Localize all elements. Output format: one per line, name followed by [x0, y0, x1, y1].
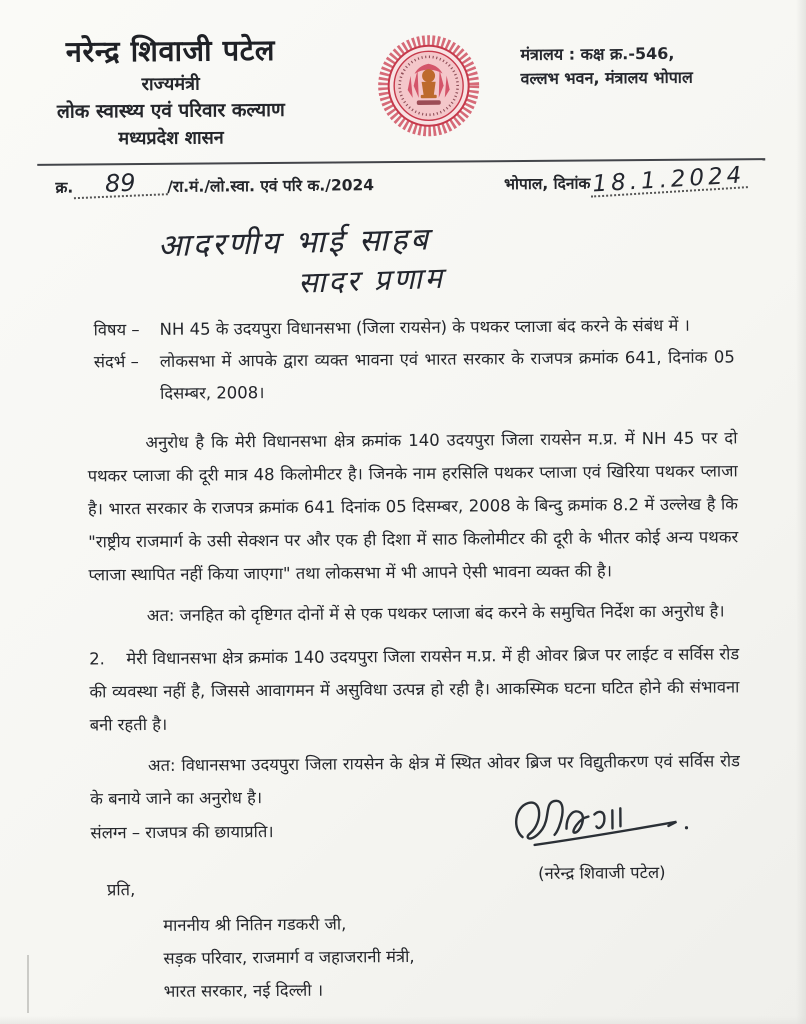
- body-paragraph-4: अत: विधानसभा उदयपुरा जिला रायसेन के क्षेत्र में स्थित ओवर ब्रिज पर विद्युतीकरण एवं सर्विस रोड के बनाये जाने का अनुरोध है।: [90, 751, 741, 809]
- recipient-line: भारत सरकार, नई दिल्ली ।: [163, 980, 324, 1001]
- reference-number-handwritten: 89: [73, 172, 168, 200]
- letterhead-sender-block: [36, 31, 305, 152]
- date-handwritten: 18.1.2024: [591, 162, 746, 198]
- letterhead: [0, 0, 803, 153]
- reference-suffix: /रा.मं./लो.स्वा. एवं परि क./2024: [167, 176, 375, 196]
- office-address-line2: वल्लभ भवन, मंत्रालय भोपाल: [520, 67, 693, 89]
- mp-government-emblem-icon: [374, 31, 483, 140]
- subject-text: NH 45 के उदयपुरा विधानसभा (जिला रायसेन) के पथकर प्लाजा बंद करने के संबंध में ।: [159, 315, 690, 339]
- office-address-line1: मंत्रालय : कक्ष क्र.-546,: [520, 43, 675, 65]
- scan-edge-shadow: [0, 1016, 806, 1024]
- recipient-label: प्रति,: [106, 880, 136, 900]
- reference-prefix: क्र.: [55, 178, 74, 197]
- sender-government: मध्यप्रदेश शासन: [118, 127, 224, 150]
- context-text: लोकसभा में आपके द्वारा व्यक्त भावना एवं भारत सरकार के राजपत्र क्रमांक 641, दिनांक 05 दिसम्बर, 2008।: [159, 347, 735, 404]
- context-label: संदर्भ –: [93, 352, 139, 372]
- recipient-line: सड़क परिवार, राजमार्ग व जहाजरानी मंत्री,: [163, 947, 415, 968]
- body-paragraph-2: अत: जनहित को दृष्टिगत दोनों में से एक पथकर प्लाजा बंद करने के समुचित निर्देश का अनुरोध है।: [146, 601, 725, 626]
- context-row: [0, 341, 805, 412]
- recipient-block: [107, 876, 415, 1009]
- body-paragraph-1: अनुरोध है कि मेरी विधानसभा क्षेत्र क्रमांक 140 उदयपुरा जिला रायसेन म.प्र. में NH 45 पर दो पथकर प्लाजा की दूरी मात्र 48 किलोमीटर है। जिनके नाम हरसिलि पथकर प्लाजा एवं खिरिया पथकर प्लाजा है। भारत सरकार के राजपत्र क्रमांक 641 दिनांक 05 दिसम्बर, 2008 के बिन्दु क्रमांक 8.2 में उल्लेख है कि "राष्ट्रीय राजमार्ग के उसी सेक्शन पर और एक ही दिशा में साठ किलोमीटर की दूरी के भीतर कोई अन्य पथकर प्लाजा स्थापित नहीं किया जाएगा" तथा लोकसभा में भी आपने ऐसी भावना व्यक्त की है।: [87, 428, 739, 585]
- recipient-line: माननीय श्री नितिन गडकरी जी,: [163, 914, 347, 935]
- salutation-line1: आदरणीय भाई साहब: [157, 221, 432, 265]
- subject-label: विषय –: [93, 320, 140, 340]
- reference-row: [0, 160, 803, 198]
- letterhead-office-block: [520, 27, 762, 91]
- sender-name: नरेन्द्र शिवाजी पटेल: [65, 32, 276, 69]
- scan-edge-shadow: [796, 0, 806, 1024]
- paragraph-3-text: मेरी विधानसभा क्षेत्र क्रमांक 140 उदयपुरा जिला रायसेन म.प्र. में ही ओवर ब्रिज पर लाईट व सर्विस रोड की व्यवस्था नहीं है, जिससे आवागमन में असुविधा उत्पन्न हो रही है। आकस्मिक घटना घटित होने की संभावना बनी रहती है।: [89, 644, 740, 735]
- enclosure-note: संलग्न – राजपत्र की छायाप्रति।: [90, 822, 274, 843]
- signatory-name: (नरेन्द्र शिवाजी पटेल): [538, 862, 666, 883]
- sender-designation: राज्यमंत्री: [141, 73, 200, 96]
- paragraph-3-number: 2.: [89, 649, 105, 669]
- place-date-label: भोपाल, दिनांक: [503, 174, 591, 194]
- handwritten-signature-icon: [508, 788, 709, 862]
- handwritten-salutation: [158, 220, 805, 300]
- recipient-lines: [163, 907, 415, 1008]
- salutation-line2: सादर प्रणाम: [297, 260, 446, 300]
- sender-department: लोक स्वास्थ्य एवं परिवार कल्याण: [56, 99, 285, 124]
- scan-artifact-line: [27, 955, 29, 1013]
- body-paragraph-3: [1, 637, 806, 742]
- signature-block: [486, 788, 717, 885]
